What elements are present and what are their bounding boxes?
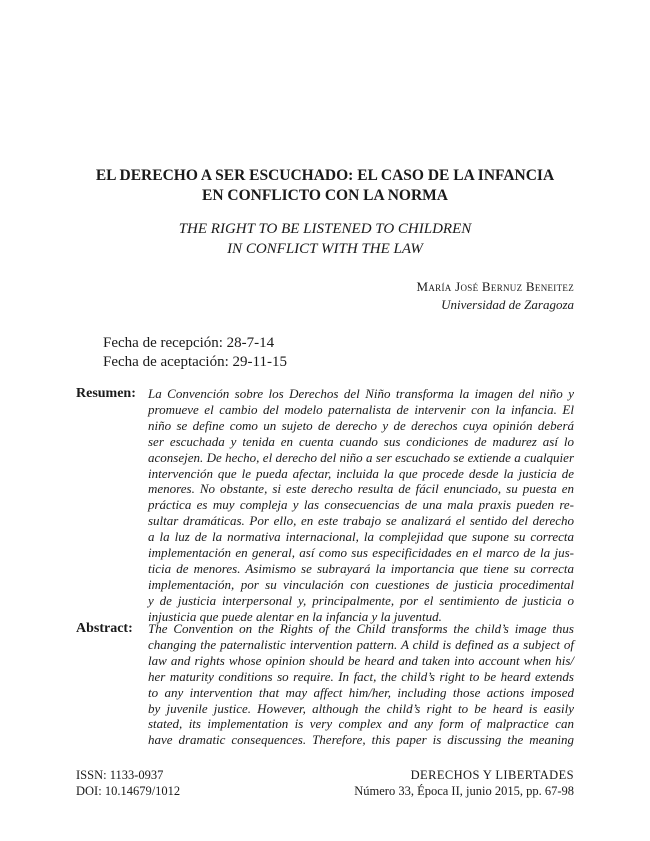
abstract-text xyxy=(148,621,574,748)
resumen-line: intervención que le pueda afectar, incluida la que procede desde la justicia de xyxy=(148,465,574,481)
author-name: María José Bernuz Beneitez xyxy=(416,279,574,294)
acceptance-date: Fecha de aceptación: 29-11-15 xyxy=(103,354,287,370)
abstract-label: Abstract: xyxy=(76,621,133,636)
article-title-line-1: EL DERECHO A SER ESCUCHADO: EL CASO DE LA INFANCIA xyxy=(95,167,555,184)
abstract-line: changing the paternalistic intervention pattern. A child is defined as a subject of xyxy=(148,636,574,652)
footer-right xyxy=(354,767,574,799)
reception-date: Fecha de recepción: 28-7-14 xyxy=(103,335,275,351)
resumen-line: niño se define como un sujeto de derecho y de derechos cuya opinión deberá xyxy=(148,417,574,433)
resumen-line: aconsejen. De hecho, el derecho del niño a ser escuchado se extiende a cualquier xyxy=(148,449,574,465)
doi: DOI: 10.14679/1012 xyxy=(76,784,181,798)
resumen-line: práctica es muy compleja y las consecuencias de una mala praxis pueden re- xyxy=(148,497,574,513)
resumen-label: Resumen: xyxy=(76,386,136,401)
footer-left xyxy=(76,767,180,799)
resumen-line: menores. No obstante, si este derecho resulta de fácil enunciado, su puesta en xyxy=(148,481,574,497)
resumen-line: implementación, por su vinculación con cuestiones de justicia procedimental xyxy=(148,576,574,592)
abstract-line: by juvenile justice. However, although the child’s right to be heard is easily xyxy=(148,700,574,716)
article-title-line-2: EN CONFLICTO CON LA NORMA xyxy=(201,187,448,204)
resumen-line: y de justicia interpersonal y, principalmente, por el sentimiento de justicia o xyxy=(148,592,574,608)
english-title-line-1: THE RIGHT TO BE LISTENED TO CHILDREN xyxy=(178,221,472,237)
resumen-line: ticia de menores. Asimismo se subrayará la importancia que tiene su correcta xyxy=(148,560,574,576)
abstract-line: her maturity conditions so require. In fact, the child’s right to be heard extends xyxy=(148,668,574,684)
resumen-line: implementación en general, así como sus especificidades en el marco de la jus- xyxy=(148,545,574,561)
journal-name: DERECHOS Y LIBERTADES xyxy=(410,768,574,782)
resumen-line: injusticia que puede alentar en la infancia y la juventud. xyxy=(148,608,442,624)
resumen-line: La Convención sobre los Derechos del Niño transforma la imagen del niño y xyxy=(148,386,574,401)
abstract-line: law and rights whose opinion should be heard and taken into account when his/ xyxy=(148,652,574,668)
abstract-line: stated, its implementation is very complex and any form of malpractice can xyxy=(148,716,574,732)
resumen-line: promueve el cambio del modelo paternalista de intervenir con la infancia. El xyxy=(148,401,574,417)
resumen-line: ser escuchada y tenida en cuenta cuando sus condiciones de madurez así lo xyxy=(148,433,574,449)
abstract-line: The Convention on the Rights of the Child transforms the child’s image thus xyxy=(148,621,574,636)
abstract-line: have dramatic consequences. Therefore, this paper is discussing the meaning xyxy=(148,732,574,748)
author-affiliation: Universidad de Zaragoza xyxy=(441,297,574,312)
resumen-line: sultar dramáticas. Por ello, en este trabajo se analizará el sentido del derecho xyxy=(148,513,574,529)
abstract-line: to any intervention that may affect him/her, including those actions imposed xyxy=(148,684,574,700)
english-title-line-2: IN CONFLICT WITH THE LAW xyxy=(227,241,423,257)
resumen-line: a la luz de la normativa internacional, la complejidad que supone su correcta xyxy=(148,529,574,545)
issn: ISSN: 1133-0937 xyxy=(76,768,164,782)
resumen-text xyxy=(148,386,574,625)
issue-info: Número 33, Época II, junio 2015, pp. 67-98 xyxy=(354,784,574,798)
